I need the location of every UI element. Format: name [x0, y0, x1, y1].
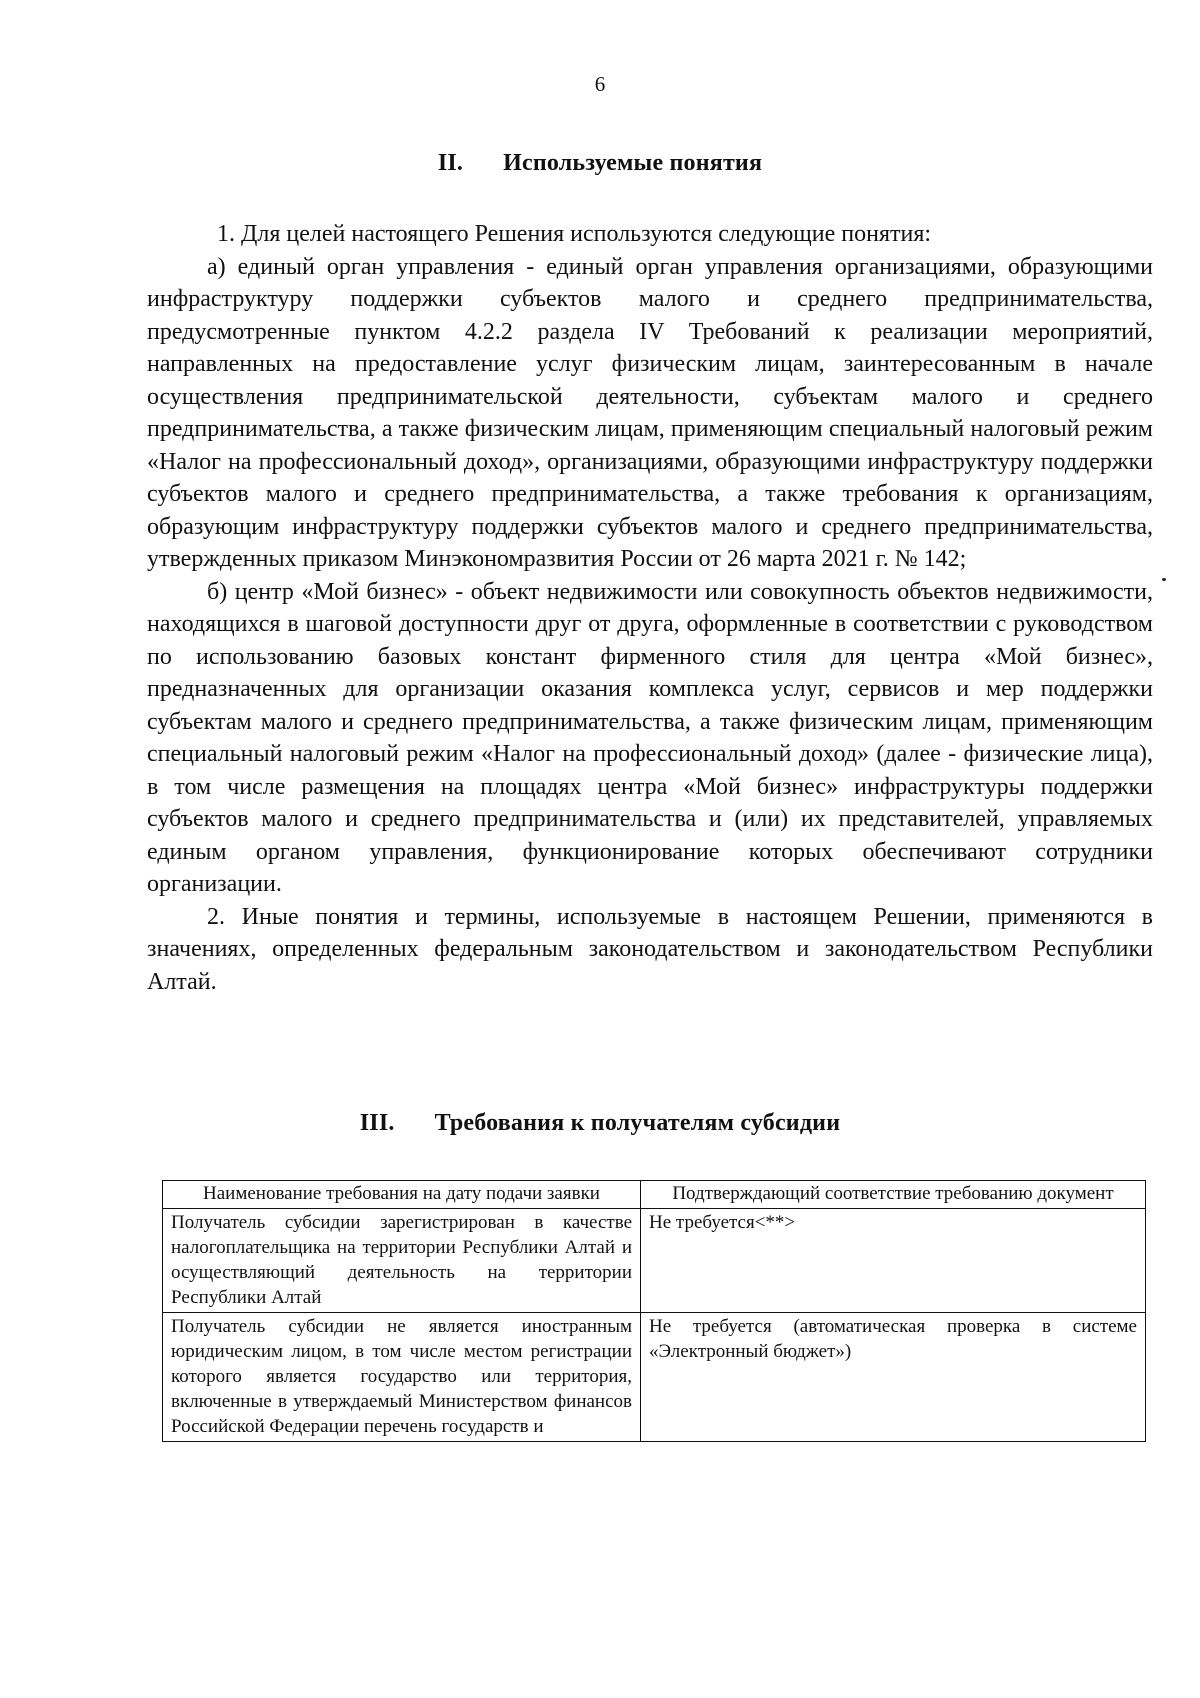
table-cell-document: Не требуется (автоматическая проверка в системе «Электронный бюджет»)	[641, 1313, 1146, 1442]
body-text	[147, 218, 1153, 998]
table-row	[163, 1313, 1146, 1442]
page-number: 6	[594, 72, 606, 96]
scan-speck	[1162, 578, 1166, 581]
table-row	[163, 1209, 1146, 1313]
paragraph: а) единый орган управления - единый орган управления организациями, образующими инфраструктуру поддержки субъектов малого и среднего предпринимательства, предусмотренные пунктом 4.2.2 раздела IV Требований к реализации мероприятий, направленных на предоставление услуг физическим лицам, заинтересованным в начале осуществления предпринимательской деятельности, субъектам малого и среднего предпринимательства, а также физическим лицам, применяющим специальный налоговый режим «Налог на профессиональный доход», организациями, образующими инфраструктуру поддержки субъектов малого и среднего предпринимательства, а также требования к организациям, образующим инфраструктуру поддержки субъектов малого и среднего предпринимательства, утвержденных приказом Минэкономразвития России от 26 марта 2021 г. № 142;	[147, 253, 1153, 572]
paragraph: 2. Иные понятия и термины, используемые в настоящем Решении, применяются в значениях, определенных федеральным законодательством и законодательством Республики Алтай.	[147, 903, 1153, 995]
paragraph: 1. Для целей настоящего Решения используются следующие понятия:	[217, 221, 932, 247]
paragraph: б) центр «Мой бизнес» - объект недвижимости или совокупность объектов недвижимости, находящихся в шаговой доступности друг от друга, оформленные в соответствии с руководством по использованию базовых констант фирменного стиля для центра «Мой бизнес», предназначенных для организации оказания комплекса услуг, сервисов и мер поддержки субъектам малого и среднего предпринимательства, а также физическим лицам, применяющим специальный налоговый режим «Налог на профессиональный доход» (далее - физические лица), в том числе размещения на площадях центра «Мой бизнес» инфраструктуры поддержки субъектов малого и среднего предпринимательства и (или) их представителей, управляемых единым органом управления, функционирование которых обеспечивают сотрудники организации.	[147, 578, 1153, 897]
table-cell-requirement: Получатель субсидии зарегистрирован в качестве налогоплательщика на территории Республики Алтай и осуществляющий деятельность на территории Республики Алтай	[163, 1209, 641, 1313]
requirements-table	[162, 1180, 1146, 1442]
section-title: Используемые понятия	[503, 150, 763, 176]
table-cell-requirement: Получатель субсидии не является иностранным юридическим лицом, в том числе местом регистрации которого является государство или территория, включенные в утверждаемый Министерством финансов Российской Федерации перечень государств и	[163, 1313, 641, 1442]
section-title: Требования к получателям субсидии	[434, 1110, 841, 1136]
section-heading-2	[0, 150, 1200, 177]
table-header: Подтверждающий соответствие требованию документ	[641, 1181, 1146, 1209]
section-number: II.	[437, 150, 464, 176]
table-header: Наименование требования на дату подачи заявки	[163, 1181, 641, 1209]
section-number: III.	[359, 1110, 395, 1136]
table-header-row	[163, 1181, 1146, 1209]
table-cell-document: Не требуется<**>	[641, 1209, 1146, 1313]
section-heading-3	[0, 1110, 1200, 1137]
